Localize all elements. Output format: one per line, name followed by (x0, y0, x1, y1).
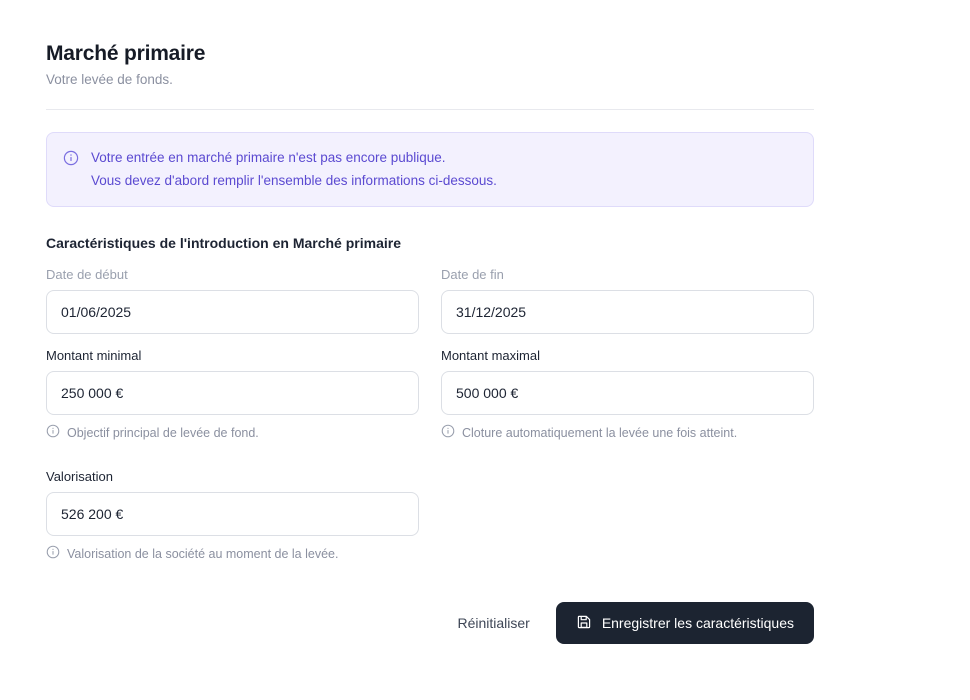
min-amount-hint (46, 424, 419, 441)
info-circle-icon (441, 424, 455, 441)
start-date-input[interactable] (46, 290, 419, 334)
notice-line-1: Votre entrée en marché primaire n'est pas encore publique. (91, 150, 446, 165)
max-amount-hint-text: Cloture automatiquement la levée une fois atteint. (462, 425, 738, 440)
end-date-label: Date de fin (441, 267, 504, 283)
start-date-label: Date de début (46, 267, 128, 283)
max-amount-label: Montant maximal (441, 348, 540, 364)
info-circle-icon (46, 424, 60, 441)
field-start-date (46, 267, 419, 334)
min-amount-label: Montant minimal (46, 348, 142, 364)
info-circle-icon (46, 545, 60, 562)
form-grid (46, 267, 814, 576)
min-amount-hint-text: Objectif principal de levée de fond. (67, 425, 259, 440)
valuation-hint (46, 545, 419, 562)
notice-line-2: Vous devez d'abord remplir l'ensemble des informations ci-dessous. (91, 173, 497, 189)
form-actions (46, 602, 814, 644)
end-date-input[interactable] (441, 290, 814, 334)
save-disk-icon (576, 614, 592, 633)
save-button-label: Enregistrer les caractéristiques (601, 615, 794, 632)
field-min-amount (46, 348, 419, 441)
save-button[interactable] (556, 602, 814, 644)
field-valuation (46, 469, 419, 562)
page-subtitle: Votre levée de fonds. (46, 72, 173, 87)
min-amount-input[interactable] (46, 371, 419, 415)
public-status-notice (46, 132, 814, 207)
section-title: Caractéristiques de l'introduction en Marché primaire (46, 235, 401, 252)
valuation-label: Valorisation (46, 469, 113, 485)
max-amount-hint (441, 424, 814, 441)
field-max-amount (441, 348, 814, 441)
valuation-input[interactable] (46, 492, 419, 536)
grid-spacer (441, 455, 814, 576)
max-amount-input[interactable] (441, 371, 814, 415)
reset-button[interactable]: Réinitialiser (453, 605, 533, 641)
info-circle-icon (63, 150, 79, 171)
header-divider (46, 109, 814, 110)
page-title: Marché primaire (46, 42, 206, 65)
field-end-date (441, 267, 814, 334)
valuation-hint-text: Valorisation de la société au moment de la levée. (67, 546, 339, 561)
